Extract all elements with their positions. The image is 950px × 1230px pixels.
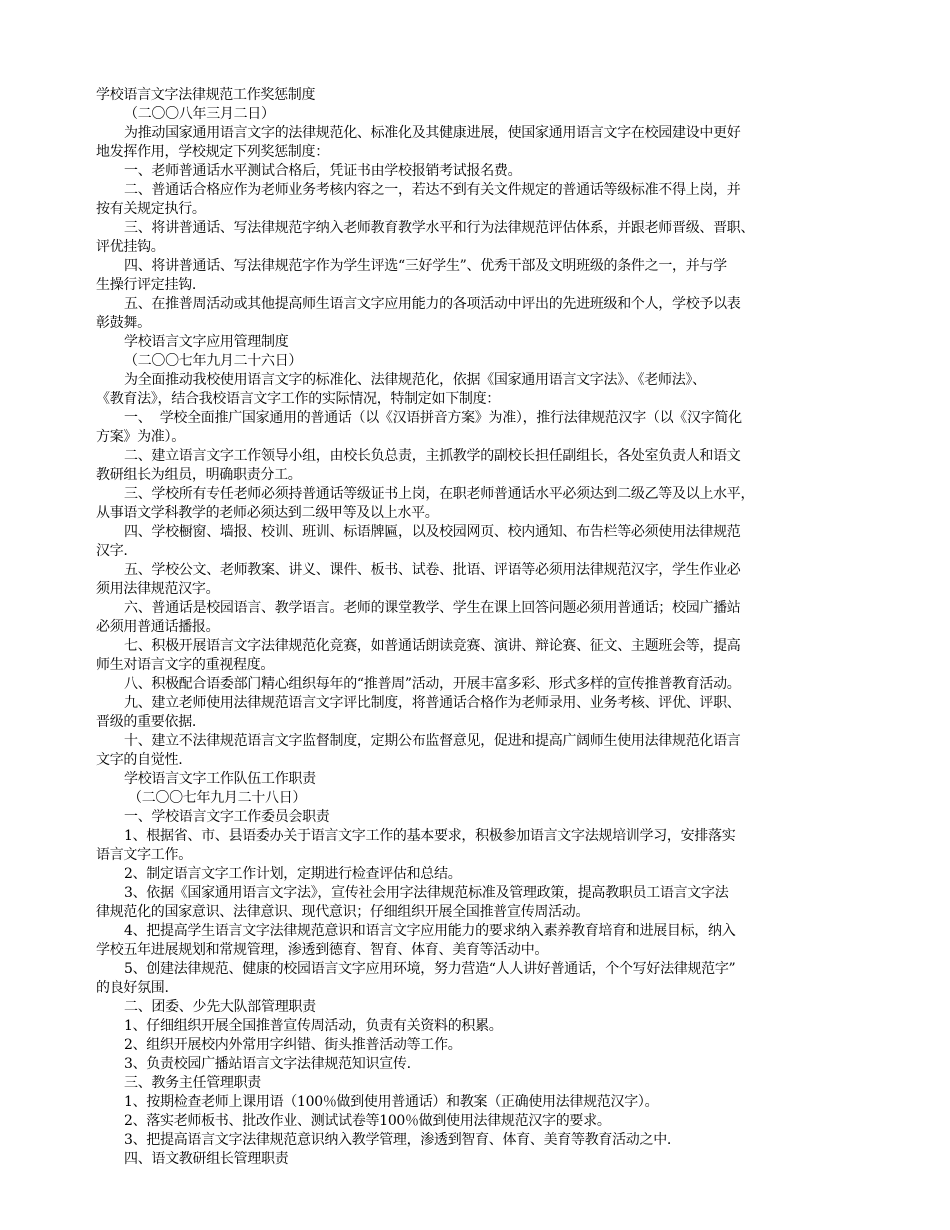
text-line: 按有关规定执行。 bbox=[96, 201, 206, 217]
text-line: 二、团委、少先大队部管理职责 bbox=[124, 999, 316, 1015]
text-line: 三、将讲普通话、写法律规范字纳入老师教育教学水平和行为法律规范评估体系，并跟老师晋级、晋职、 bbox=[124, 220, 755, 236]
text-line: 文字的自觉性. bbox=[96, 752, 183, 768]
text-line: 一、 学校全面推广国家通用的普通话（以《汉语拼音方案》为准），推行法律规范汉字（以《汉字简化 bbox=[124, 410, 742, 426]
text-line: 三、学校所有专任老师必须持普通话等级证书上岗，在职老师普通话水平必须达到二级乙等及以上水平， bbox=[124, 486, 755, 502]
text-line: 五、学校公文、老师教案、讲义、课件、板书、试卷、批语、评语等必须用法律规范汉字，学生作业必 bbox=[124, 562, 741, 578]
text-line: 一、老师普通话水平测试合格后，凭证书由学校报销考试报名费。 bbox=[124, 163, 522, 179]
text-line: 六、普通话是校园语言、教学语言。老师的课堂教学、学生在课上回答问题必须用普通话；校园广播站 bbox=[124, 600, 741, 616]
text-line: 十、建立不法律规范语言文字监督制度，定期公布监督意见，促进和提高广阔师生使用法律规范化语言 bbox=[124, 733, 741, 749]
text-line: 生操行评定挂钩. bbox=[96, 277, 197, 293]
text-line: 1、仔细组织开展全国推普宣传周活动，负责有关资料的积累。 bbox=[124, 1018, 503, 1034]
text-line: 2、制定语言文字工作计划，定期进行检查评估和总结。 bbox=[124, 866, 462, 882]
text-line: 3、负责校园广播站语言文字法律规范知识宣传. bbox=[124, 1056, 411, 1072]
text-line: 的良好氛围. bbox=[96, 980, 169, 996]
text-line: 1、按期检查老师上课用语（100％做到使用普通话）和教案（正确使用法律规范汉字）。 bbox=[124, 1094, 659, 1110]
text-line: 语言文字工作。 bbox=[96, 847, 192, 863]
text-line: 3、把提高语言文字法律规范意识纳入教学管理，渗透到智育、体育、美育等教育活动之中. bbox=[124, 1132, 672, 1148]
text-line: 四、将讲普通话、写法律规范字作为学生评选“三好学生”、优秀干部及文明班级的条件之一，并与学 bbox=[124, 258, 727, 274]
text-line: 二、建立语言文字工作领导小组，由校长负总责，主抓教学的副校长担任副组长，各处室负责人和语文 bbox=[124, 448, 741, 464]
text-line: 1、根据省、市、县语委办关于语言文字工作的基本要求，积极参加语言文字法规培训学习，安排落实 bbox=[124, 828, 736, 844]
text-line: 从事语文学科教学的老师必须达到二级甲等及以上水平。 bbox=[96, 505, 439, 521]
text-line: 教研组长为组员，明确职责分工。 bbox=[96, 467, 302, 483]
text-line: 师生对语言文字的重视程度。 bbox=[96, 657, 275, 673]
text-line: （二〇〇八年三月二日） bbox=[124, 106, 275, 122]
text-line: 须用法律规范汉字。 bbox=[96, 581, 220, 597]
text-line: 5、创建法律规范、健康的校园语言文字应用环境，努力营造“人人讲好普通话，个个写好法律规范字” bbox=[124, 961, 736, 977]
text-line: 地发挥作用，学校规定下列奖惩制度： bbox=[96, 144, 329, 160]
document-body bbox=[96, 86, 866, 1169]
text-line: 九、建立老师使用法律规范语言文字评比制度，将普通话合格作为老师录用、业务考核、评优、评职、 bbox=[124, 695, 741, 711]
text-line: 三、教务主任管理职责 bbox=[124, 1075, 261, 1091]
text-line: 为推动国家通用语言文字的法律规范化、标准化及其健康进展，使国家通用语言文字在校园建设中更好 bbox=[124, 125, 741, 141]
text-line: 彰鼓舞。 bbox=[96, 315, 151, 331]
text-line: 必须用普通话播报。 bbox=[96, 619, 220, 635]
text-line: 3、依据《国家通用语言文字法》，宣传社会用字法律规范标准及管理政策，提高教职员工语言文字法 bbox=[124, 885, 729, 901]
text-line: 2、组织开展校内外常用字纠错、街头推普活动等工作。 bbox=[124, 1037, 462, 1053]
text-line: 为全面推动我校使用语言文字的标准化、法律规范化，依据《国家通用语言文字法》、《老师法》、 bbox=[124, 372, 706, 388]
text-line: 学校语言文字法律规范工作奖惩制度 bbox=[96, 87, 316, 103]
text-line: 学校语言文字工作队伍工作职责 bbox=[124, 771, 316, 787]
text-line: 2、落实老师板书、批改作业、测试试卷等100％做到使用法律规范汉字的要求。 bbox=[124, 1113, 611, 1129]
text-line: 五、在推普周活动或其他提高师生语言文字应用能力的各项活动中评出的先进班级和个人，学校予以表 bbox=[124, 296, 741, 312]
text-line: 二、普通话合格应作为老师业务考核内容之一，若达不到有关文件规定的普通话等级标准不得上岗，并 bbox=[124, 182, 741, 198]
text-line: 《教育法》，结合我校语言文字工作的实际情况，特制定如下制度： bbox=[96, 391, 500, 407]
text-line: 一、学校语言文字工作委员会职责 bbox=[124, 809, 330, 825]
text-line: 学校语言文字应用管理制度 bbox=[124, 334, 289, 350]
text-line: 方案》为准）。 bbox=[96, 429, 185, 445]
text-line: 律规范化的国家意识、法律意识、现代意识；仔细组织开展全国推普宣传周活动。 bbox=[96, 904, 590, 920]
text-line: 汉字. bbox=[96, 543, 128, 559]
text-line: （二〇〇七年九月二十八日） bbox=[128, 790, 307, 806]
text-line: 七、积极开展语言文字法律规范化竞赛，如普通话朗读竞赛、演讲、辩论赛、征文、主题班会等，提高 bbox=[124, 638, 741, 654]
text-line: 学校五年进展规划和常规管理，渗透到德育、智育、体育、美育等活动中。 bbox=[96, 942, 549, 958]
text-line: 八、积极配合语委部门精心组织每年的“推普周”活动，开展丰富多彩、形式多样的宣传推普教育活动。 bbox=[124, 676, 741, 692]
text-line: 晋级的重要依据. bbox=[96, 714, 197, 730]
text-line: 四、学校橱窗、墙报、校训、班训、标语牌匾，以及校园网页、校内通知、布告栏等必须使用法律规范 bbox=[124, 524, 741, 540]
text-line: 评优挂钩。 bbox=[96, 239, 165, 255]
text-line: 四、语文教研组长管理职责 bbox=[124, 1151, 289, 1167]
text-line: （二〇〇七年九月二十六日） bbox=[124, 353, 303, 369]
text-line: 4、把提高学生语言文字法律规范意识和语言文字应用能力的要求纳入素养教育培育和进展目标，纳入 bbox=[124, 923, 736, 939]
